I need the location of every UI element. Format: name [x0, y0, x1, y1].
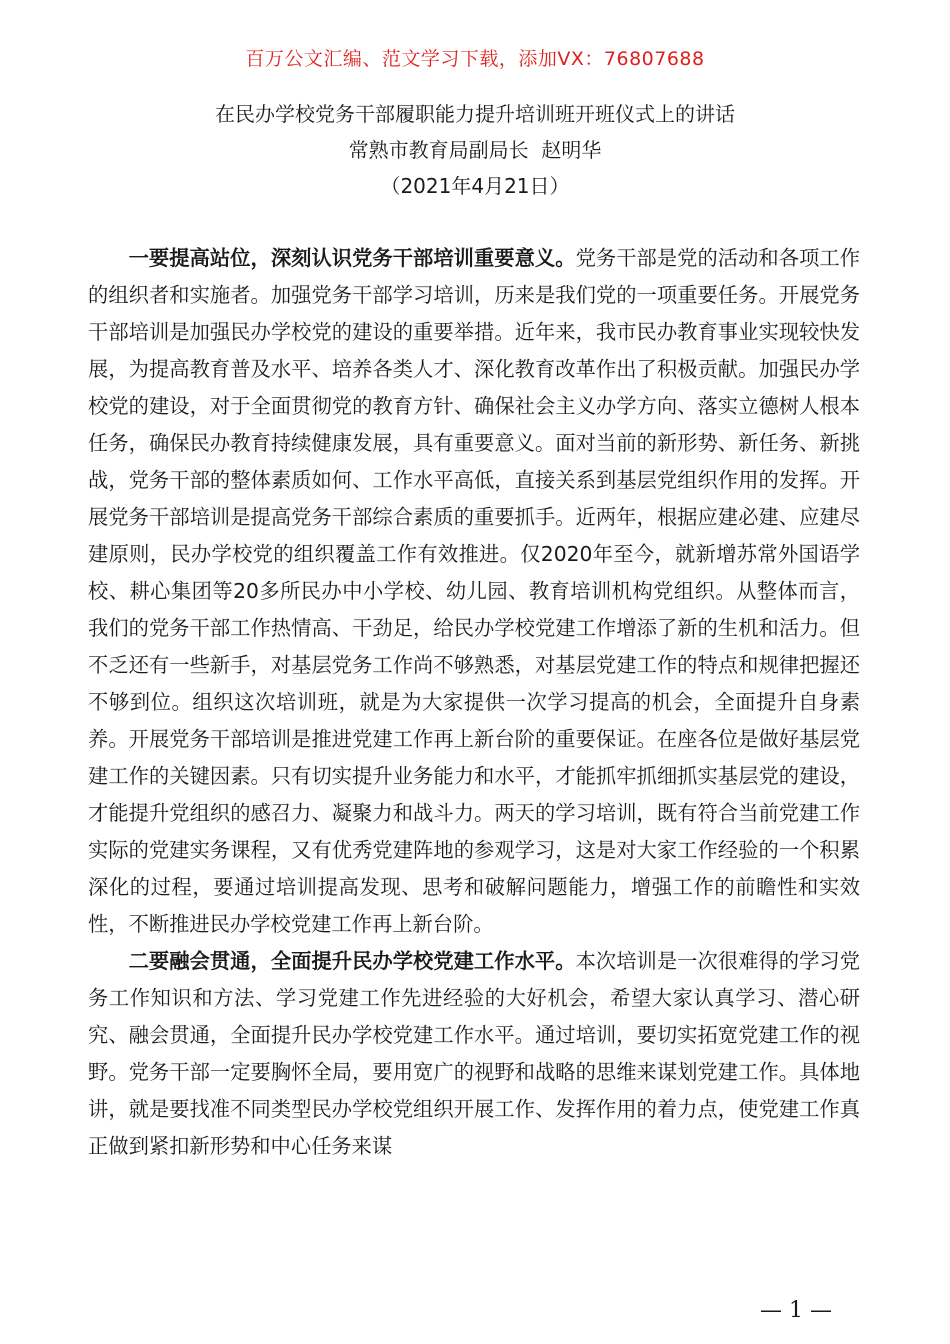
title-block	[0, 96, 950, 204]
paragraph-1-heading: 一要提高站位，深刻认识党务干部培训重要意义。	[128, 246, 576, 270]
promo-banner: 百万公文汇编、范文学习下载，添加VX：76807688	[245, 48, 705, 70]
page-number: — 1 —	[760, 1298, 832, 1323]
speech-body	[88, 240, 860, 1165]
speaker-line: 常熟市教育局副局长 赵明华	[348, 138, 602, 162]
speech-date: （2021年4月21日）	[380, 174, 570, 198]
paragraph-1	[88, 240, 860, 943]
paragraph-2-heading: 二要融会贯通，全面提升民办学校党建工作水平。	[128, 949, 576, 973]
paragraph-2	[88, 943, 860, 1165]
speech-title: 在民办学校党务干部履职能力提升培训班开班仪式上的讲话	[215, 102, 735, 126]
paragraph-1-text: 党务干部是党的活动和各项工作的组织者和实施者。加强党务干部学习培训，历来是我们党的一项重要任务。开展党务干部培训是加强民办学校党的建设的重要举措。近年来，我市民办教育事业实现较快发展，为提高教育普及水平、培养各类人才、深化教育改革作出了积极贡献。加强民办学校党的建设，对于全面贯彻党的教育方针、确保社会主义办学方向、落实立德树人根本任务，确保民办教育持续健康发展，具有重要意义。面对当前的新形势、新任务、新挑战，党务干部的整体素质如何、工作水平高低，直接关系到基层党组织作用的发挥。开展党务干部培训是提高党务干部综合素质的重要抓手。近两年，根据应建必建、应建尽建原则，民办学校党的组织覆盖工作有效推进。仅2020年至今，就新增苏常外国语学校、耕心集团等20多所民办中小学校、幼儿园、教育培训机构党组织。从整体而言，我们的党务干部工作热情高、干劲足，给民办学校党建工作增添了新的生机和活力。但不乏还有一些新手，对基层党务工作尚不够熟悉，对基层党建工作的特点和规律把握还不够到位。组织这次培训班，就是为大家提供一次学习提高的机会，全面提升自身素养。开展党务干部培训是推进党建工作再上新台阶的重要保证。在座各位是做好基层党建工作的关键因素。只有切实提升业务能力和水平，才能抓牢抓细抓实基层党的建设，才能提升党组织的感召力、凝聚力和战斗力。两天的学习培训，既有符合当前党建工作实际的党建实务课程，又有优秀党建阵地的参观学习，这是对大家工作经验的一个积累深化的过程，要通过培训提高发现、思考和破解问题能力，增强工作的前瞻性和实效性，不断推进民办学校党建工作再上新台阶。	[88, 246, 860, 936]
paragraph-2-text: 本次培训是一次很难得的学习党务工作知识和方法、学习党建工作先进经验的大好机会，希望大家认真学习、潜心研究、融会贯通，全面提升民办学校党建工作水平。通过培训，要切实拓宽党建工作的视野。党务干部一定要胸怀全局，要用宽广的视野和战略的思维来谋划党建工作。具体地讲，就是要找准不同类型民办学校党组织开展工作、发挥作用的着力点，使党建工作真正做到紧扣新形势和中心任务来谋	[88, 949, 860, 1158]
